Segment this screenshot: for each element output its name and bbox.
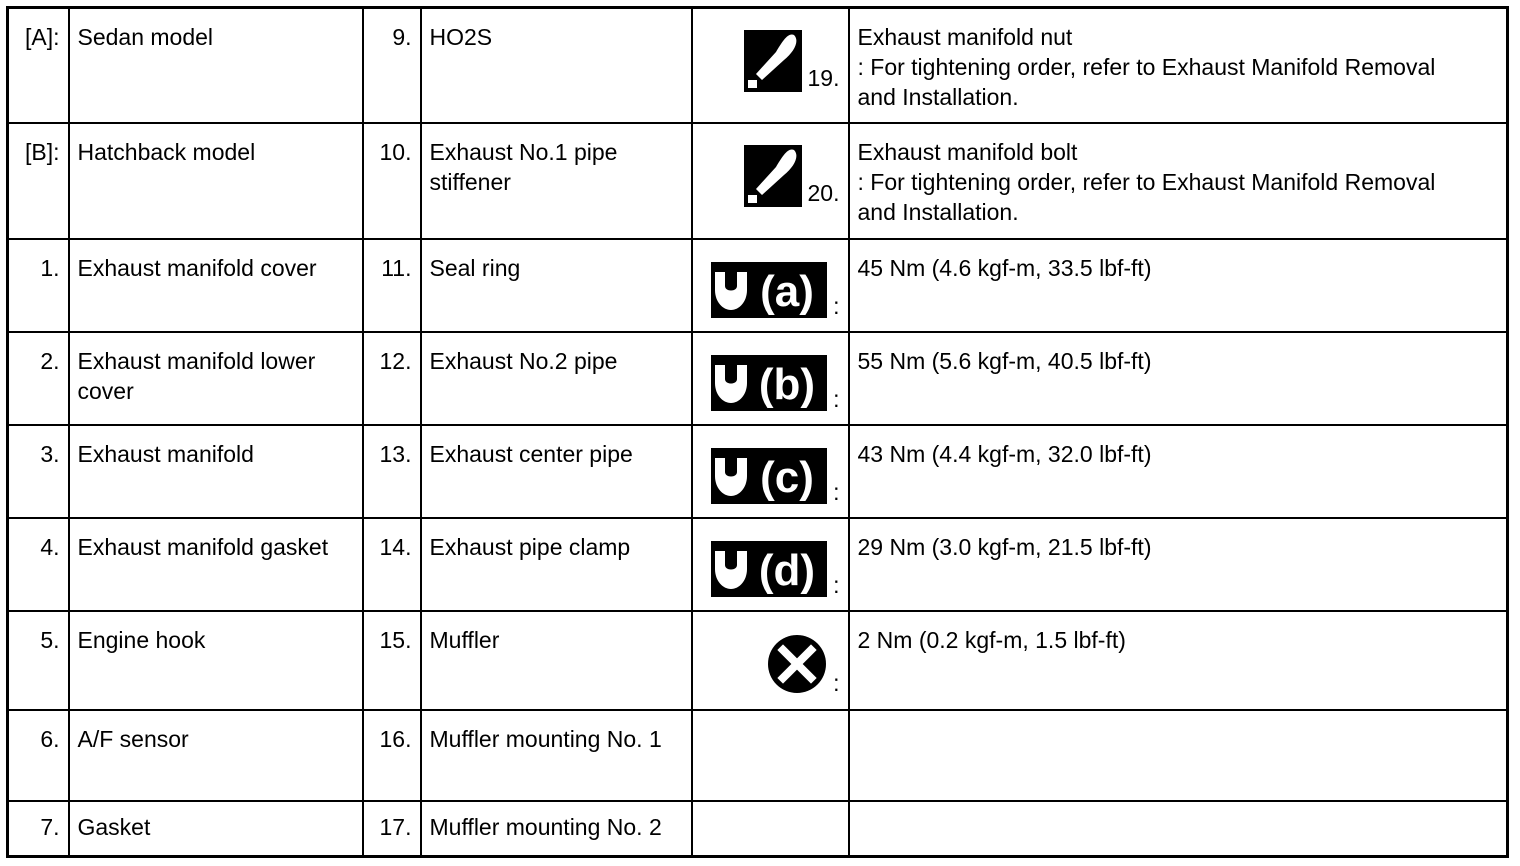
table-row: [8, 332, 1508, 425]
icon-colon: :: [833, 385, 840, 412]
icon-cell: [692, 518, 849, 611]
callout-number: 5.: [8, 611, 69, 709]
part-name: Exhaust manifold lower cover: [69, 332, 363, 425]
callout-number: 17.: [363, 801, 421, 857]
callout-number: 4.: [8, 518, 69, 611]
description-line: and Installation.: [857, 199, 1019, 226]
callout-number: 11.: [363, 239, 421, 332]
empty-cell: [692, 801, 849, 857]
callout-label: [B]:: [8, 123, 69, 239]
part-name: Muffler mounting No. 2: [421, 801, 692, 857]
callout-number: 12.: [363, 332, 421, 425]
callout-number: 2.: [8, 332, 69, 425]
icon-cell: [692, 8, 849, 124]
part-name: Exhaust manifold: [69, 425, 363, 518]
description-line: and Installation.: [857, 84, 1019, 110]
callout-number: 7.: [8, 801, 69, 857]
part-name: Engine hook: [69, 611, 363, 709]
table-row: [8, 611, 1508, 709]
description-line: Exhaust manifold nut: [857, 24, 1073, 50]
callout-label: [A]:: [8, 8, 69, 124]
part-name: Exhaust pipe clamp: [421, 518, 692, 611]
torque-wrench-icon: [711, 541, 827, 597]
table-row: [8, 425, 1508, 518]
torque-spec: 55 Nm (5.6 kgf-m, 40.5 lbf-ft): [849, 332, 1508, 425]
icon-cell: [692, 332, 849, 425]
part-name: HO2S: [421, 8, 692, 124]
description-line: : For tightening order, refer to Exhaust Manifold Removal: [857, 54, 1436, 80]
empty-cell: [692, 710, 849, 801]
part-name: A/F sensor: [69, 710, 363, 801]
torque-letter: (a): [760, 266, 814, 316]
icon-callout-number: 19.: [807, 65, 840, 91]
torque-spec: 45 Nm (4.6 kgf-m, 33.5 lbf-ft): [849, 239, 1508, 332]
part-name: Muffler mounting No. 1: [421, 710, 692, 801]
icon-cell: [692, 425, 849, 518]
part-name: Exhaust No.2 pipe: [421, 332, 692, 425]
part-name: Gasket: [69, 801, 363, 857]
icon-callout-number: 20.: [807, 180, 840, 207]
tightening-tool-icon: [744, 145, 802, 207]
part-name: Hatchback model: [69, 123, 363, 239]
table-row: [8, 710, 1508, 801]
table-row: [8, 8, 1508, 124]
callout-number: 1.: [8, 239, 69, 332]
part-name: Seal ring: [421, 239, 692, 332]
torque-letter: (d): [759, 546, 816, 596]
icon-colon: :: [833, 670, 840, 697]
callout-number: 3.: [8, 425, 69, 518]
table-row: [8, 801, 1508, 857]
description-cell: [849, 8, 1508, 124]
part-name: Sedan model: [69, 8, 363, 124]
icon-colon: :: [833, 572, 840, 599]
callout-number: 16.: [363, 710, 421, 801]
callout-number: 14.: [363, 518, 421, 611]
description-line: Exhaust manifold bolt: [857, 139, 1078, 166]
description-cell: 2 Nm (0.2 kgf-m, 1.5 lbf-ft): [849, 611, 1508, 709]
do-not-reuse-icon: [767, 633, 827, 695]
callout-number: 15.: [363, 611, 421, 709]
callout-number: 10.: [363, 123, 421, 239]
part-name: Exhaust center pipe: [421, 425, 692, 518]
description-line: : For tightening order, refer to Exhaust Manifold Removal: [857, 169, 1436, 196]
icon-colon: :: [833, 292, 840, 319]
table-row: [8, 518, 1508, 611]
icon-colon: :: [833, 479, 840, 506]
icon-cell: [692, 123, 849, 239]
torque-spec: 29 Nm (3.0 kgf-m, 21.5 lbf-ft): [849, 518, 1508, 611]
empty-cell: [849, 801, 1508, 857]
part-name: Exhaust No.1 pipe stiffener: [421, 123, 692, 239]
torque-wrench-icon: [711, 355, 827, 411]
icon-cell: [692, 611, 849, 709]
part-name: Muffler: [421, 611, 692, 709]
torque-wrench-icon: [711, 262, 827, 318]
torque-letter: (c): [760, 453, 814, 503]
table-row: [8, 123, 1508, 239]
tightening-tool-icon: [744, 30, 802, 92]
callout-number: 9.: [363, 8, 421, 124]
torque-letter: (b): [759, 359, 816, 409]
callout-number: 6.: [8, 710, 69, 801]
table-row: [8, 239, 1508, 332]
part-name: Exhaust manifold cover: [69, 239, 363, 332]
description-cell: [849, 123, 1508, 239]
callout-number: 13.: [363, 425, 421, 518]
empty-cell: [849, 710, 1508, 801]
part-name: Exhaust manifold gasket: [69, 518, 363, 611]
torque-wrench-icon: [711, 448, 827, 504]
icon-cell: [692, 239, 849, 332]
torque-spec: 43 Nm (4.4 kgf-m, 32.0 lbf-ft): [849, 425, 1508, 518]
parts-legend-table: [6, 6, 1509, 858]
